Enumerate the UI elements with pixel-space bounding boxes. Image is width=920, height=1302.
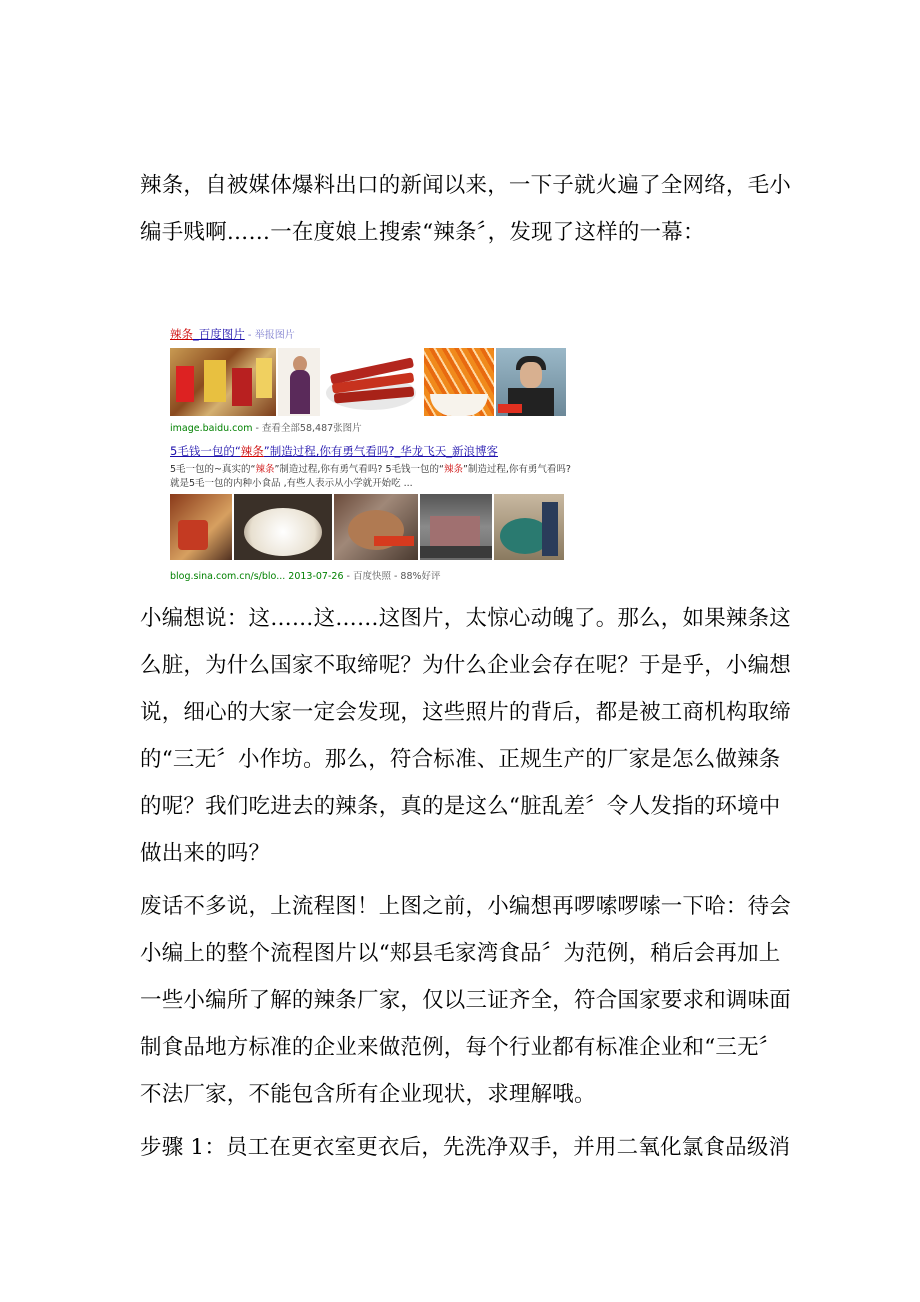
result-2-title-highlight[interactable]: 辣条 — [240, 444, 264, 458]
paragraph-3: 废话不多说，上流程图！上图之前，小编想再啰嗦啰嗦一下哈：待会小编上的整个流程图片以“郏县毛家湾食品〞为范例，稍后会再加上一些小编所了解的辣条厂家，仅以三证齐全，符合国家要求和调味面制食品地方标准的企业来做范例，每个行业都有标准企业和“三无〞不法厂家，不能包含所有企业现状，求理解哦。 — [140, 894, 792, 1107]
presenter-image[interactable] — [278, 348, 320, 416]
fried-strips-bowl-image[interactable] — [424, 348, 494, 416]
result-2-snippet-line-1 — [170, 462, 571, 477]
result-2-domain: blog.sina.com.cn/s/blo... 2013-07-26 — [170, 571, 344, 582]
workshop-image[interactable] — [420, 494, 492, 560]
result-2-title-rest[interactable]: ”制造过程,你有勇气看吗?_华龙飞天_新浪博客 — [263, 444, 498, 458]
spicy-strip-packages-image[interactable] — [170, 348, 276, 416]
result-1-source — [170, 420, 362, 434]
snippet-text: ”制造过程,你有勇气看吗? — [462, 464, 571, 475]
snippet-highlight: 辣条 — [255, 464, 275, 475]
result-1-title[interactable] — [170, 326, 295, 342]
result-1-domain: image.baidu.com — [170, 423, 253, 434]
costume-actor-image[interactable] — [496, 348, 566, 416]
cache-rating-link[interactable]: - 百度快照 - 88%好评 — [343, 571, 441, 582]
result-2-title[interactable] — [170, 443, 498, 459]
spice-pile-image[interactable] — [334, 494, 418, 560]
result-1-title-link[interactable]: _百度图片 — [193, 327, 245, 341]
result-1-title-highlight: 辣条 — [170, 327, 193, 341]
result-2-source — [170, 568, 441, 582]
snippet-text: 5毛一包的~真实的“ — [170, 464, 256, 475]
tank-worker-image[interactable] — [494, 494, 564, 560]
dough-pot-image[interactable] — [234, 494, 332, 560]
search-results-screenshot — [168, 310, 571, 585]
worker-cooking-image[interactable] — [170, 494, 232, 560]
paragraph-2: 小编想说：这……这……这图片，太惊心动魄了。那么，如果辣条这么脏，为什么国家不取缔呢？为什么企业会存在呢？于是乎，小编想说，细心的大家一定会发现，这些照片的背后，都是被工商机构取缔的“三无〞小作坊。那么，符合标准、正规生产的厂家是怎么做辣条的呢？我们吃进去的辣条，真的是这么“脏乱差〞令人发指的环境中做出来的吗？ — [140, 606, 792, 866]
paragraph-4: 步骤 1：员工在更衣室更衣后，先洗净双手，并用二氧化氯食品级消 — [140, 1135, 791, 1160]
spicy-strips-plate-image[interactable] — [322, 348, 422, 416]
snippet-text: ”制造过程,你有勇气看吗? 5毛钱一包的“ — [274, 464, 444, 475]
view-all-images-link[interactable]: - 查看全部58,487张图片 — [252, 423, 362, 434]
result-2-snippet-line-2: 就是5毛一包的内种小食品 ,有些人表示从小学就开始吃 ... — [170, 478, 413, 489]
snippet-highlight: 辣条 — [443, 464, 463, 475]
result-2-title-prefix[interactable]: 5毛钱一包的“ — [170, 444, 241, 458]
intro-paragraph: 辣条，自被媒体爆料出口的新闻以来，一下子就火遍了全网络，毛小编手贱啊……一在度娘上搜索“辣条〞，发现了这样的一幕： — [140, 173, 792, 245]
report-image-link[interactable]: - 举报图片 — [244, 330, 295, 341]
